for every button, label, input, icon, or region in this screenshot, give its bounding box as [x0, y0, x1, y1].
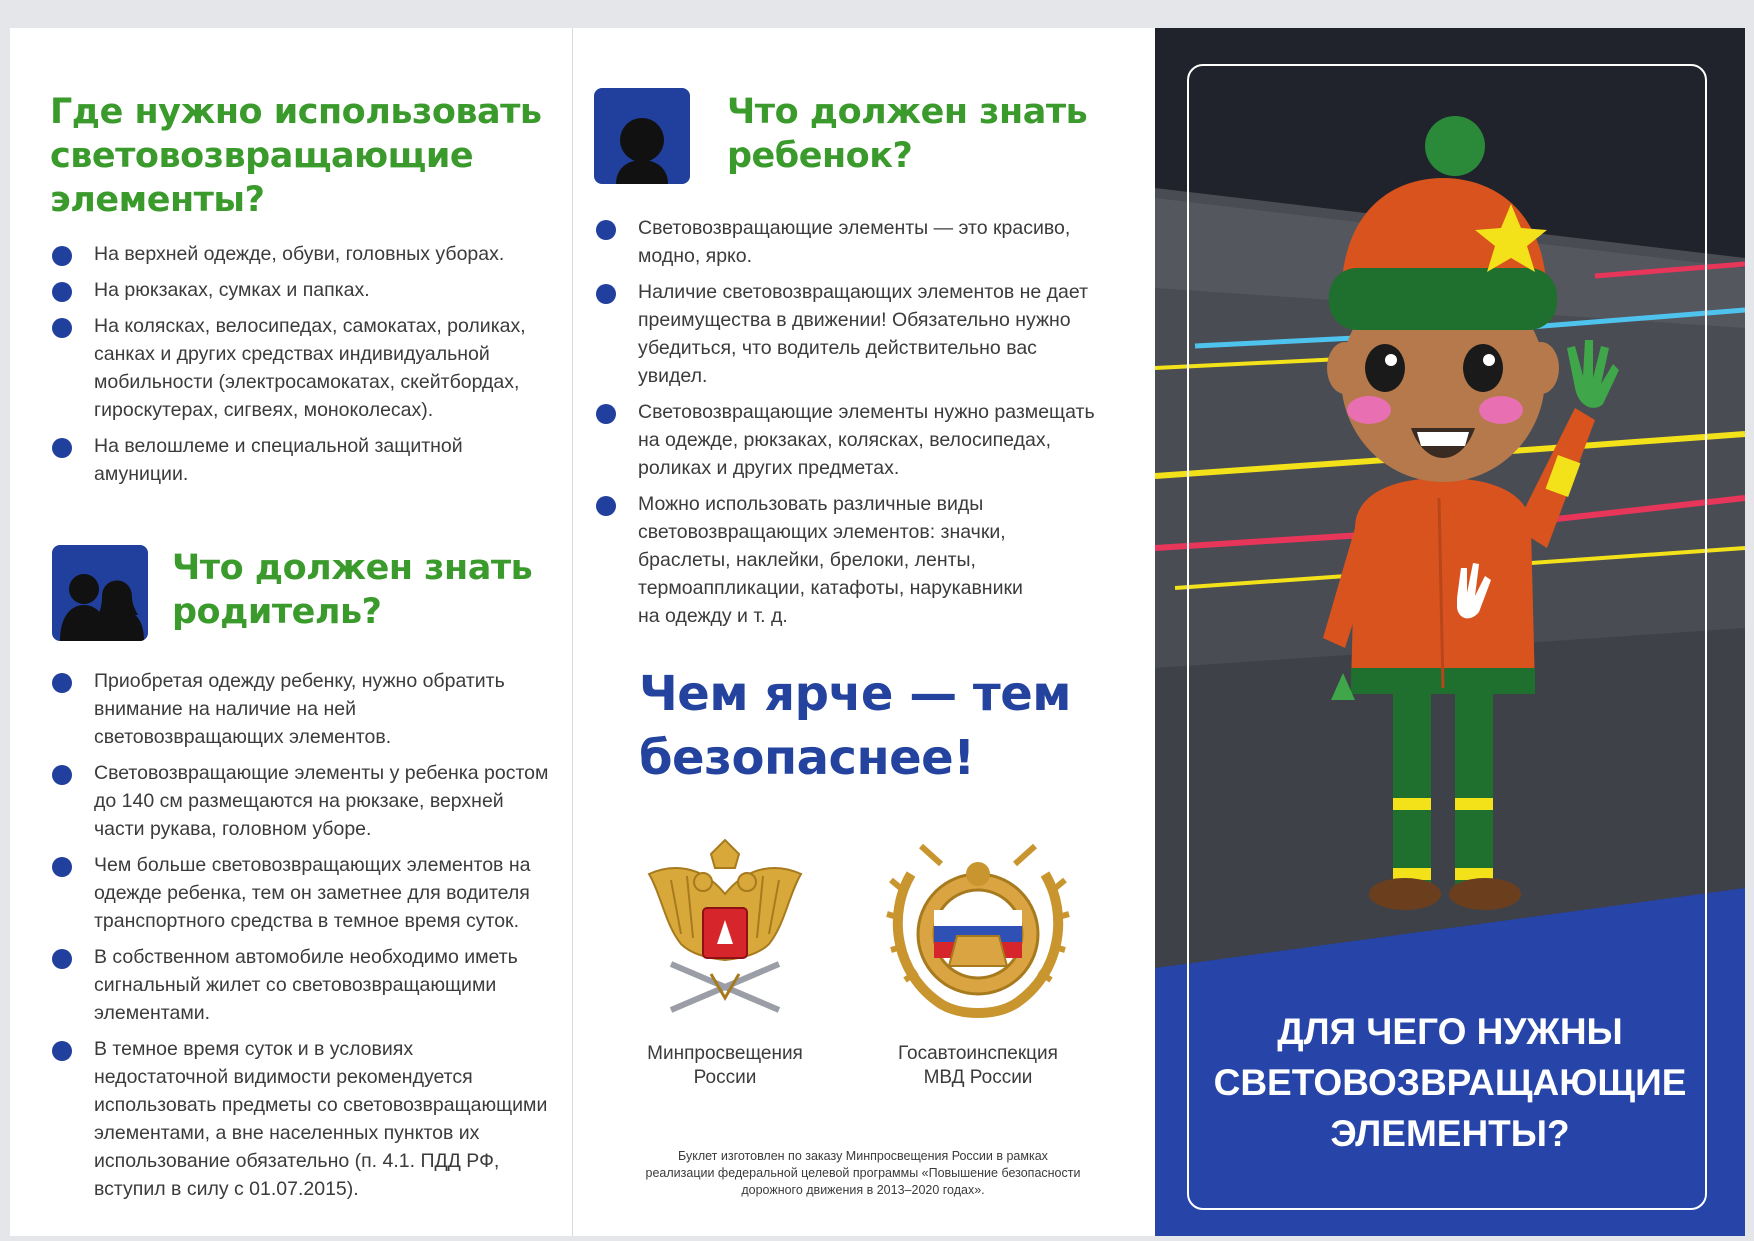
slogan: Чем ярче — тем безопаснее!: [639, 666, 1072, 786]
list-item: Наличие световозвращающих элементов не дает преимущества в движении! Обязательно нужно убедиться, что водитель действительно вас увидел.: [596, 278, 1126, 390]
bullet-dot: [52, 246, 72, 266]
bullet-dot: [52, 949, 72, 969]
list-item: На рюкзаках, сумках и папках.: [52, 276, 562, 304]
bullet-dot: [596, 496, 616, 516]
parent-heading: Что должен знать родитель?: [172, 548, 533, 632]
list-item: В темное время суток и в условиях недостаточной видимости рекомендуется использовать предметы со световозвращающими элементами, а вне населенных пунктов их использование обязательно (п. 4.1. ПДД РФ, вступил в силу с 01.07.2015).: [52, 1035, 567, 1203]
bullet-dot: [52, 318, 72, 338]
org1-caption: Минпросвещения России: [647, 1043, 803, 1088]
list-item: Световозвращающие элементы — это красиво, модно, ярко.: [596, 214, 1126, 270]
list-item: Световозвращающие элементы нужно размещать на одежде, рюкзаках, колясках, велосипедах, роликах и других предметах.: [596, 398, 1126, 482]
list-item: Световозвращающие элементы у ребенка ростом до 140 см размещаются на рюкзаке, верхней части рукава, головном уборе.: [52, 759, 567, 843]
middle-panel: [572, 28, 1155, 1236]
list-item: Чем больше световозвращающих элементов на одежде ребенка, тем он заметнее для водителя транспортного средства в темное время суток.: [52, 851, 567, 935]
left-panel: [10, 28, 572, 1236]
cover-panel: [1155, 28, 1745, 1236]
bullet-dot: [596, 220, 616, 240]
where-list: [52, 240, 562, 488]
child-silhouette-icon: [594, 88, 690, 184]
traffic-police-emblem: [881, 834, 1075, 1024]
bullet-dot: [52, 438, 72, 458]
russia-coat-of-arms-emblem: [641, 834, 809, 1024]
bullet-dot: [52, 857, 72, 877]
list-item: На колясках, велосипедах, самокатах, роликах, санках и других средствах индивидуальной мобильности (электросамокатах, скейтбордах, гироскутерах, сигвеях, моноколесах).: [52, 312, 562, 424]
parents-silhouette-icon: [52, 545, 148, 641]
cover-title: ДЛЯ ЧЕГО НУЖНЫ СВЕТОВОЗВРАЩАЮЩИЕ ЭЛЕМЕНТЫ?: [1213, 1011, 1687, 1154]
bullet-dot: [52, 282, 72, 302]
list-item: На велошлеме и специальной защитной амуниции.: [52, 432, 562, 488]
bullet-dot: [596, 404, 616, 424]
parent-list: [52, 667, 567, 1203]
footnote: Буклет изготовлен по заказу Минпросвещения России в рамках реализации федеральной целевой программы «Повышение безопасности дорожного движения в 2013–2020 годах».: [645, 1149, 1081, 1197]
list-item: Можно использовать различные виды световозвращающих элементов: значки, браслеты, наклейки, брелоки, ленты, термоаппликации, катафоты, нарукавники на одежду и т. д.: [596, 490, 1126, 630]
list-item: На верхней одежде, обуви, головных уборах.: [52, 240, 562, 268]
org2-caption: Госавтоинспекция МВД России: [898, 1043, 1058, 1088]
child-heading: Что должен знать ребенок?: [727, 92, 1088, 176]
list-item: В собственном автомобиле необходимо иметь сигнальный жилет со световозвращающими элементами.: [52, 943, 567, 1027]
bullet-dot: [52, 673, 72, 693]
list-item: Приобретая одежду ребенку, нужно обратить внимание на наличие на ней световозвращающих элементов.: [52, 667, 567, 751]
where-heading: Где нужно использовать световозвращающие элементы?: [50, 92, 542, 220]
child-list: [596, 214, 1126, 630]
bullet-dot: [52, 765, 72, 785]
bullet-dot: [52, 1041, 72, 1061]
bullet-dot: [596, 284, 616, 304]
